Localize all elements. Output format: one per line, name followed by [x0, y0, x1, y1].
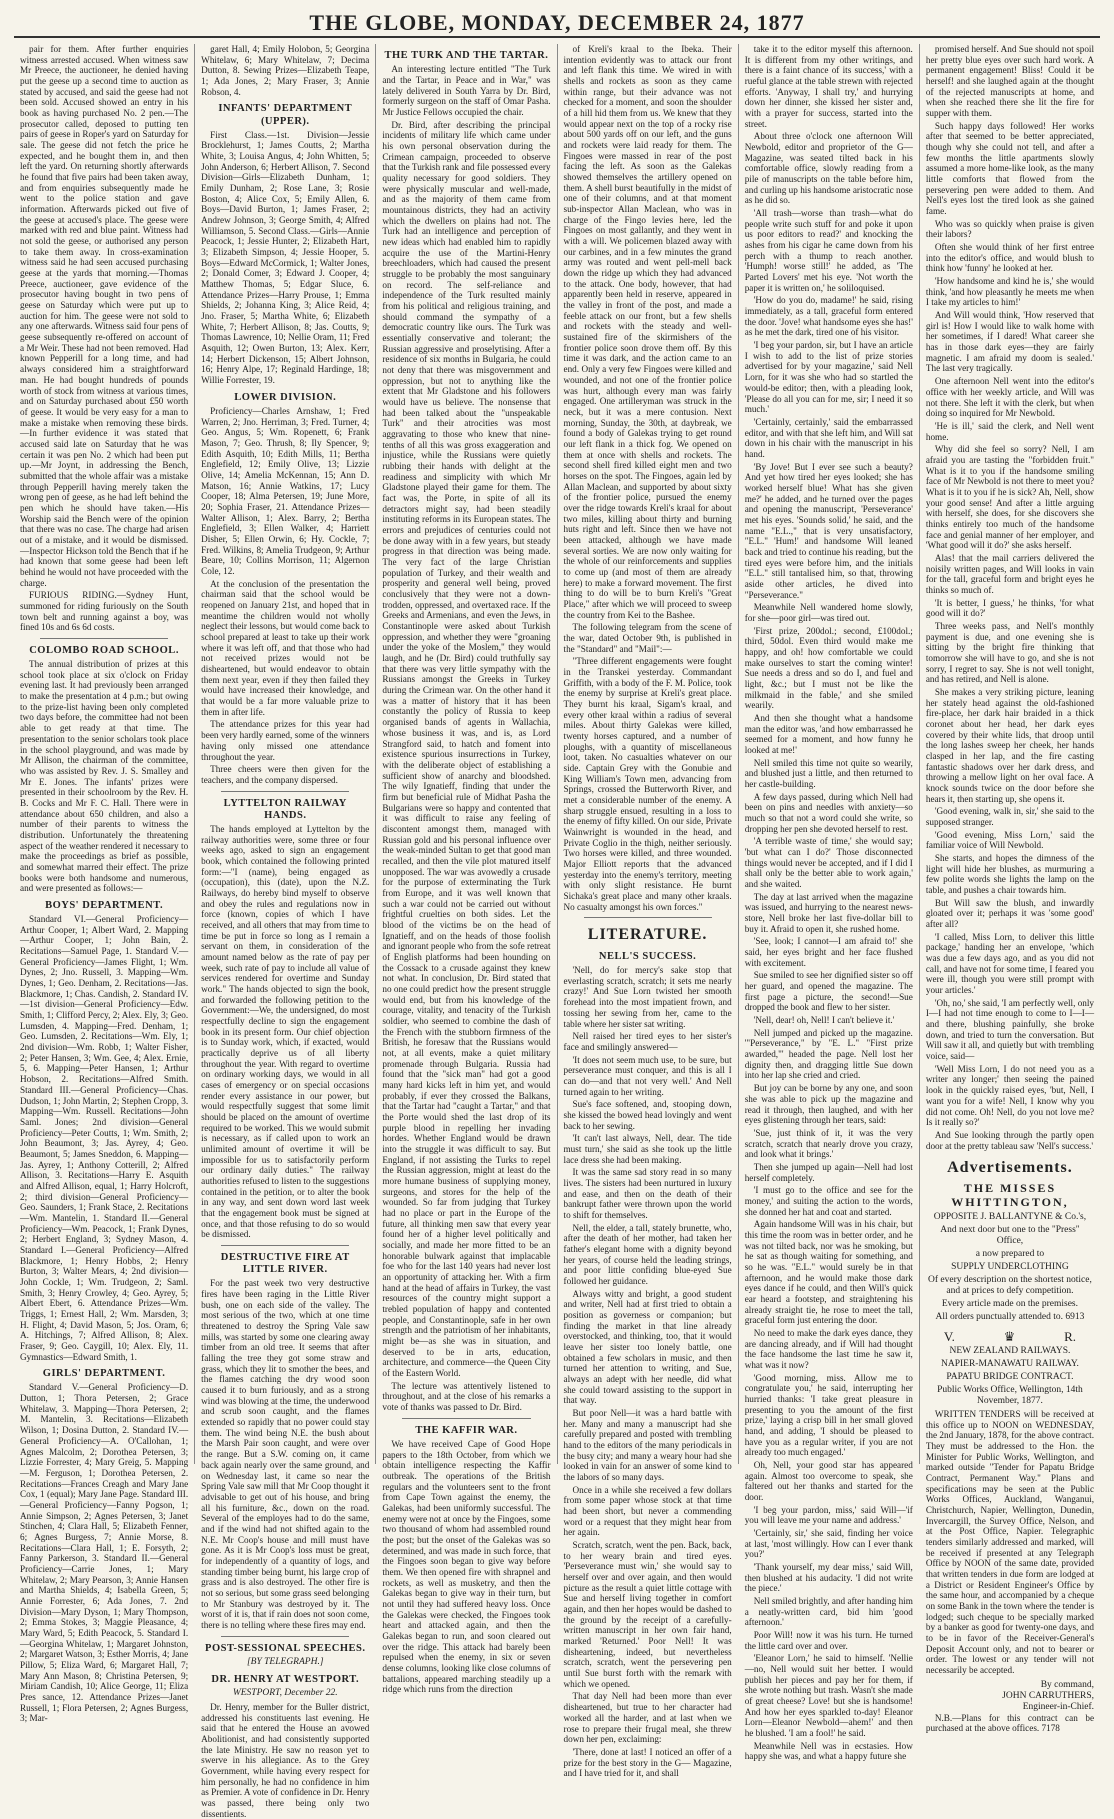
article-text: of Kreli's kraal to the Ibeka. Their intention evidently was to attack our front and left flank this time. We wired in with shells and rockets as soon as they came within range, but their advance was not checked for a moment, and soon the shoulder of a hill hid them from us. We knew that they would appear next on the top of a rocky rise about 500 yards off on our left, and the guns and rockets were laid ready for them. The Fingoes were massed in rear of the post facing the left. As soon as the Galekas showed themselves the artillery opened on them. A shell burst beautifully in the midst of one of their columns, and at that moment sub-inspector Allan Maclean, who was in charge of the Fingo levies here, led the Fingoes on most gallantly, and they went in with a will. We policemen blazed away with our carbines, and in a few minutes the grand army was routed and went pell-mell back down the ridge up which they had advanced to the attack. One body, however, that had apparently been held in reserve, appeared in the valley in front of the post, and made a feeble attack on our front, but a few shells and rockets with the steady and well-sustained fire of the skirmishers of the frontier police soon drove them off. By this time it was dark, and the action came to an end. Only a very few Fingoes were killed and wounded, and not one of the frontier police was hurt, although every man was fairly engaged. One artilleryman was struck in the neck, but it was a mere contusion. Next morning, Sunday, the 30th, at daybreak, we found a body of Galekas trying to get round our left flank in a thick fog. We opened on them at once with shells and rockets. The second shell fired killed eight men and two horses on the spot. The Fingoes, again led by Allan Maclean, and supported by about sixty of the frontier police, pursued the enemy over the ridge towards Kreli's kraal for about two miles, killing about thirty and burning huts right and left. Since then we have not been attacked, although we have made several sorties. We are now only waiting for the whole of our reinforcements and supplies to come up (and most of them are already here) to make a forward movement. The first thing to do will be to burn Kreli's "Great Place," after which we will proceed to sweep the country from Kei to the Bashee.: [563, 44, 732, 620]
article-text: But Will saw the blush, and inwardly gloated over it; perhaps it was 'some good' after all?: [925, 897, 1095, 930]
article-text: 'I beg your pardon, sir, but I have an article I wish to add to the list of prize stories advertised for by your magazine,' said Nell Lorn, for it was she who had so startled the would-be editor; then, with a pleading look, 'Please do all you can for me, sir; I need it so much.': [744, 340, 913, 415]
subheading: GIRLS' DEPARTMENT.: [42, 1368, 166, 1380]
ad-line: a now prepared to: [975, 1248, 1045, 1259]
article-text: Nell smiled brightly, and after handing him a neatly-written card, bid him 'good afternoon.': [744, 1596, 913, 1628]
article-text: Three cheers were then given for the teachers, and the company dispersed.: [201, 764, 370, 785]
column-6: [919, 44, 1100, 1734]
article-text: 'By Jove! But I ever see such a beauty? And yet how tired her eyes looked; she has worked herself blue! What has she given me?' he added, and he turned over the pages and opening the manuscript, 'Perseverance' met his eyes. 'Sounds solid,' he said, and the name "E.L.," that is very unsatisfactory, "E.L." 'Hum!' and handsome Will leaned back and tried to continue his reading, but the tired eyes were before him, and the initials "E.L." still tantalised him, so that, throwing aside other articles, he dived into "Perseverance.": [744, 461, 913, 600]
divider: [221, 1636, 349, 1637]
advertisements-heading: Advertisements.: [947, 1159, 1073, 1177]
article-text: Sue smiled to see her dignified sister so off her guard, and opened the magazine. The first page a picture, the second!—Sue dropped the book and flew to her sister.: [744, 970, 913, 1013]
article-text: "Three different engagements were fought in the Transkei yesterday. Commandant Griffith, with a body of the F. M. Police, took the enemy by surprise at Kreli's great place. They burnt his kraal, Sigam's kraal, and every other kraal within a radius of several miles. About thirty Galekas were killed, twenty horses captured, and a number of ploughs, with a quantity of miscellaneous loot, taken. No casualties whatever on our side. Captain Grey with the Gonubie and King William's Town men, advancing from Springs, crossed the Butterworth River, and met a considerable number of the enemy. A sharp struggle ensued, resulting in a loss to the enemy of fifty killed. On our side, Private Wainwright is wounded in the head, and Private Coglio in the thigh, neither seriously. Two horses were killed, and three wounded. Major Elliott reports that the advanced yesterday into the enemy's territory, meeting with only slight resistance. He burnt Sichaka's great place and many other kraals. No casualty amongst his own forces.": [563, 656, 732, 912]
article-text: A few days passed, during which Nell had been on pins and needles with anxiety—so much so that not a word could she write, so dropping her pen she devoted herself to rest.: [744, 791, 913, 834]
article-text: Three weeks pass, and Nell's monthly payment is due, and one evening she is sitting by the bright fire thinking that tomorrow she will have to go, and she is not sorry, I regret to say. She is not well tonight, and has retired, and Nell is alone.: [925, 620, 1095, 685]
article-text: The day at last arrived when the magazine was issued, and hurrying to the nearest news-store, Nell broke her last five-dollar bill to buy it. Afraid to open it, she rushed home.: [744, 891, 913, 934]
article-text: She starts, and hopes the dimness of the light will hide her blushes, as murmuring a few polite words she lights the lamp on the table, and pushes a chair towards him.: [925, 853, 1095, 896]
article-text: No need to make the dark eyes dance, they are dancing already, and if Will had thought the face handsome the last time he saw it, what was it now?: [744, 1327, 913, 1370]
masthead: [14, 6, 1100, 38]
article-text: 'It can't last always, Nell, dear. The tide must turn,' she said as she took up the little lace dress she had been making.: [563, 1133, 732, 1165]
article-text: Proficiency—Charles Arnshaw, 1; Fred Warren, 2; Jno. Herriman, 3; Fred. Turner, 4; Geo. Angus, 5; Wm. Ropenett, 6; Frank Mason, 7; Geo. Thrush, 8; Ily Spencer, 9; Edith Asquith, 10; Edith Mills, 11; Bertha Englefield, 12; Emily Olive, 13; Lizzie Olive, 14; Amelia McKennan, 15; Ann D. Matson, 16; Annie Watkins, 17; Lucy Cooper, 18; Alma Petersen, 19; June More, 20; Sophia Fraser, 21. Attendance Prizes—Walter Allison, 1; Alex. Barry, 2; Bertha Englefield, 3; Ellen Walker, 4; Harriett Disher, 5; Ellen Orwin, 6; Hy. Cockle, 7; Fred. Wilkins, 8; Amelia Trudgeon, 9; Arthur Beare, 10; Collins Morrison, 11; Algernon Cole, 12.: [201, 406, 370, 577]
article-text: And Will would think, 'How reserved that girl is! How I would like to walk home with her sometimes, if I dared! What career she has in those dark eyes—they are fairly magnetic. I am afraid my doom is sealed.' The last very tragically.: [925, 310, 1095, 374]
ad-line: Public Works Office, Wellington, 14th November, 1877.: [937, 1384, 1083, 1406]
article-text: 'Oh, no,' she said, 'I am perfectly well, only I—I had not time enough to come to I—I—and there, blushing painfully, she broke down, and tried to turn the conversation. But Will saw it all, and quietly but with trembling voice, said—: [925, 997, 1095, 1062]
article-text: Often she would think of her first entree into the editor's office, and would blush to think how 'funny' he looked at her.: [925, 242, 1095, 274]
ad-title: THE MISSES WHITTINGTON,: [951, 1180, 1069, 1209]
section-heading: THE TURK AND THE TARTAR.: [384, 50, 549, 61]
article-text: 'All trash—worse than trash—what do people write such stuff for and poke it upon us poor editors to read?' and knocking the ashes from his cigar he came down from his perch with a thump to reach another. 'Humph! worse still!' he added, as 'The Parted Lovers' met his eye. 'Not worth the paper it is written on,' he soliloquised.: [744, 208, 913, 293]
article-text: An interesting lecture entitled "The Turk and the Tartar, in Peace and in War," was lately delivered in South Yarra by Dr. Bird, formerly surgeon on the staff of Omar Pasha. Mr Justice Fellows occupied the chair.: [382, 64, 551, 117]
article-text: Poor Will! now it was his turn. He turned the little card over and over.: [744, 1630, 913, 1651]
article-text: 'Good evening, Miss Lorn,' said the familiar voice of Will Newbold.: [925, 829, 1095, 851]
article-text: 'He is ill,' said the clerk, and Nell went home.: [925, 420, 1095, 442]
ad-title: PAPATU BRIDGE CONTRACT.: [946, 1371, 1074, 1382]
article-text: 'There, done at last! I noticed an offer of a prize for the best story in the G— Magazine, and I have tried for it, and shall: [563, 1746, 732, 1779]
article-text: But poor Nell—it was a hard battle with her. Many and many a manuscript had she carefully prepared and posted with trembling hand to the editors of the many periodicals in the busy city; and many a weary hour had she looked in vain for an answer of some kind to the labors of so many days.: [563, 1408, 732, 1483]
article-text: Why did she feel so sorry? Nell, I am afraid you are tasting the "forbidden fruit." What is it to you if the handsome smiling face of Mr Newbold is not there to meet you? What is it to you if he is sick? Ah, Nell, show your good sense! And after a little arguing with herself, she does, for she discovers she thinks entirely too much of the handsome face and genial manner of her employer, and 'What good will it do?' she asks herself.: [925, 444, 1095, 551]
article-text: The attendance prizes for this year had been very hardly earned, some of the winners having only missed one attendance throughout the year.: [201, 719, 370, 762]
article-text: The hands employed at Lyttelton by the railway authorities were, some three or four weeks ago, asked to sign an engagement book, which contained the following printed form:—"I (name), being engaged as (occupation), this (date), upon the N.Z. Railways, do hereby bind myself to observe and obey the rules and regulations now in force (known, copies of which I have received, and all others that may from time to time be put in force so long as I remain a servant on them, in consideration of the amount named below as the rate of pay per week, such rate of pay to include all value of services rendered for overtime and Sunday work." The hands objected to sign the book, and forwarded the following petition to the Government:—We, the undersigned, do most respectfully decline to sign the engagement book in its present form. Our chief objection is to Sunday work, which, if exacted, would practically deprive us of all liberty throughout the year. With regard to overtime on ordinary working days, we would in all cases of emergency or on special occasions render every assistance in our power, but would respectfully suggest that some limit should be placed on the amount of overtime required to be worked. This we would submit is necessary, as if called upon to work an unlimited amount of overtime it will be impossible for us to satisfactorily perform our ordinary daily duties." The railway authorities refused to listen to the suggestions contained in the petition, or to alter the book in any way, and sent down word last week that the engagement book must be signed at once, and that those refusing to do so would be dismissed.: [201, 823, 370, 1240]
article-text: 'See, look; I cannot—I am afraid to!' she said, her eyes bright and her face flushed with excitement.: [744, 936, 913, 968]
divider: [40, 638, 168, 639]
article-text: 'A terrible waste of time,' she would say; 'but what can I do?' Those disconnected things would never be accepted, and if I did I shall only be the better able to work again,' and she waited.: [744, 836, 913, 890]
subheading: DR. HENRY AT WESTPORT.: [211, 1673, 360, 1685]
advertisement-railways: [926, 1346, 1094, 1407]
article-text: 'Certainly, certainly,' said the embarrassed editor, and with that she left him, and Will sat down in his chair with the manuscript in his hand.: [744, 416, 913, 459]
article-text: Nell raised her tired eyes to her sister's face and smilingly answered—: [563, 1031, 732, 1052]
article-text: 'Thank yourself, my dear miss,' said Will, then blushed at his audacity. 'I did not write the piece.': [744, 1562, 913, 1594]
divider: [402, 1418, 530, 1419]
article-text: Standard VI.—General Proficiency—Arthur Cooper, 1; Albert Ward, 2. Mapping—Arthur Cooper, 1; John Bain, 2. Recitations—Samuel Page, 1. Standard V.—General Proficiency—James Flight, 1; Wm. Dynes, 2; Jno. Russell, 3. Mapping—Wm. Dynes, 1; Geo. Denham, 2. Recitations—Jas. Blackmore, 1; Chas. Candish, 2. Standard IV.—1st division—General Proficiency—Edw. Smith, 1; Clifford Percy, 2; Alex. Ely, 3; Geo. Lumsden, 4. Mapping—Fred. Denham, 1; Geo. Lumsden, 2. Recitations—Wm. Ely, 1; 2nd division—Wm. Robb, 1; Walter Fisher, 2; Peter Hansen, 3; Wm. Gee, 4; Alex. Ernie, 5, 6. Mapping—Peter Hansen, 1; Arthur Hobson, 2. Recitations—Alfred Smith. Standard III.—General Proficiency—Chas. Dudson, 1; John Martin, 2; Stephen Cropp, 3. Mapping—Wm. Russell. Recitations—John Saml. Jones; 2nd division—General Proficiency—Peter Coutts, 1; Wm. Smith, 2; John Beaumont, 3; Jas. Ayrey, 4; Geo. Beaumont, 5; James Sneddon, 6. Mapping—Jas. Ayrey, 1; Anthony Cotterill, 2; Alfred Allison, 3. Recitations—Harry E. Asquith and Alfred Allison, equal, 1; Harry Holcroft, 2; third division—General Proficiency—Geo. Saunders, 1; Frank Stace, 2. Recitations—Wm. Mantelin, 1. Standard II.—General Proficiency—Wm. Peacock, 1; Frank Dynes, 2; Herbert England, 3; Sydney Mason, 4. Standard I.—General Proficiency—Alfred Blackmore, 1; Henry Hobbs, 2; Henry Burton, 3; Walter Mears, 4; 2nd division—John Cockle, 1; Wm. Trudgeon, 2; Saml. Smith, 3; Henry Crowley, 4; Geo. Ayrey, 5; Albert Ebert, 6. Attendance Prizes—Wm. Triggs, 1; Ernest Hall, 2; Wm. Marsden, 3; H. Flight, 4; David Mason, 5; Jos. Oram, 6; A. Hitchings, 7; Alfred Allison, 8; Alex. Fraser, 9; Geo. Caygill, 10; Alex. Ely, 11. Gymnastics—Edward Smith, 1.: [20, 914, 189, 1362]
article-text: 'Eleanor Lorn,' he said to himself. 'Nellie—no, Nell would suit her better. I would publish her pieces and pay her for them, if she wrote nothing but trash. Wasn't she made of great cheese? Love! but she is handsome! And how her eyes sparkled to-day! Eleanor Lorn—Eleanor Newbold—ahem!' and then he blushed. 'I am a fool!' he said.: [744, 1653, 913, 1739]
article-text: It was the same sad story read in so many lives. The sisters had been nurtured in luxury and ease, and then on the death of their bankrupt father were thrown upon the world to shift for themselves.: [563, 1167, 732, 1220]
article-text: And then she thought what a handsome man the editor was, 'and how embarrassed he seemed for a moment, and how funny he looked at me!': [744, 712, 913, 755]
article-text: And Sue looking through the partly open door at the pretty tableau saw 'Nell's success.': [925, 1129, 1095, 1151]
section-heading: THE KAFFIR WAR.: [415, 1424, 518, 1436]
article-text: pair for them. After further enquiries witness arrested accused. When witness saw Mr Preece, the auctioneer, he denied having put the geese up a second time to auction as stated by accused, and said the geese had not been sold. Accused showed an entry in his book as having purchased No. 2 pen.—The prosecutor called, deposed to putting ten pairs of geese in Roper's yard on Saturday for sale. The geese did not fetch the price he expected, and he bought them in, and then left the yard. On returning shortly afterwards he found that five pairs had been taken away, and from enquiries subsequently made he went to the police station and gave information. Afterwards picked out five of the geese at accused's place. The geese were marked with red and blue paint. Witness had not sold the geese, or authorised any person to take them away. In cross-examination witness said he had seen accused purchasing geese at the yards that morning.—Thomas Preece, auctioneer, gave evidence of the prosecutor having bought in two pens of geese on Saturday which were put up to auction for him. The geese were not sold to any one afterwards. Witness said four pens of geese subsequently re-offered on account of a Mr Weir. These had not been removed. Had known Pepperill for a long time, and had always considered him a straightforward man. He had bought hundreds of pounds worth of stock from witness at various times, and on Saturday purchased about £50 worth of geese. It would be very easy for a man to make a mistake when removing these birds.—In further evidence it was stated that accused said late on Saturday that he was certain it was pen No. 2 which had been put up.—Mr Joynt, in addressing the Bench, submitted that the whole affair was a mistake through Pepperill having merely taken the wrong pen of geese, as he had left behind the pen which he should have taken.—His Worship said the Bench were of the opinion that there was no case. The charge had arisen out of a mistake, and it would be dismissed.—Inspector Hickson told the Bench that if he had known that some geese had been left behind he would not have proceeded with the charge.: [20, 44, 189, 588]
article-text: 'I beg your pardon, miss,' said Will—'if you will leave me your name and address.': [744, 1504, 913, 1526]
article-text: 'I called, Miss Lorn, to deliver this little package,' handing her an envelope, 'which was due a few days ago, and as you did not call, and have not for some time, I feared you were ill, though you were still prompt with your articles.': [925, 931, 1095, 996]
ad-title: NAPIER-MANAWATU RAILWAY.: [941, 1358, 1079, 1369]
royal-crest: [926, 1329, 1094, 1344]
column-4: [557, 44, 738, 1779]
page-title: THE GLOBE, MONDAY, DECEMBER 24, 1877: [309, 10, 805, 35]
article-text: Standard V.—General Proficiency—D. Dutton, 1; Thora Petersen, 2; Grace Whitelaw, 3. Mapping—Thora Petersen, 2; M. Mantelin, 3. Recitations—Elizabeth Wilson, 1; Dosina Dutton, 2. Standard IV.—General Proficiency—A. O'Callohan, 1; Agnes Malcolm, 2; Dorothea Petersen, 3; Lizzie Forrester, 4; Mary Greig, 5. Mapping—M. Ferguson, 1; Dorothea Petersen, 2. Recitations—Frances Creagh and Mary Jane Cox, 1 (equal); Mary Jane Page. Standard III.—General Proficiency—Fanny Pogson, 1; Annie Simpson, 2; Agnes Petersen, 3; Janet Stinchen, 4; Clara Hall, 5; Elizabeth Fenner, 6; Agnes Burgess, 7; Annie Morse, 8. Recitations—Clara Hall, 1; E. Forsyth, 2; Fanny Parkerson, 3. Standard II.—General Proficiency—Carrie Jones, 1; Mary Whitelaw, 2; Mary Pearson, 3; Annie Hansen and Martha Shields, 4; Isabella Green, 5; Annie Forrester, 6; Ada Jones, 7. 2nd Division—Mary Dyson, 1; Mary Thompson, 2; Emma Stokes, 3; Maggie Pleasance, 4; Mary Ward, 5; Edith Peacock, 5. Standard I.—Georgina Whitelaw, 1; Margaret Johnston, 2; Margaret Watson, 3; Esther Morris, 4; Jane Pillow, 5; Eliza Ward, 6; Margaret Hall, 7; Mary Ann Mason, 8; Christina Petersen, 9; Miriam Candish, 10; Alice George, 11; Eliza Pres sance, 12. Attendance Prizes—Janet Russell, 1; Flora Petersen, 2; Agnes Burgess, 3; Mar-: [20, 1382, 189, 1724]
article-text: Who was so quickly when praise is given their labors?: [925, 218, 1095, 240]
article-text: 'First prize, 200dol.; second, £100dol.; third, 50dol. Even third would make me happy, and oh! how comfortable we could make ourselves to start the coming winter! Sue needs a dress and so do I, and fuel and light, &c.; but I must not be like the milkmaid in the fable,' and she smiled wearily.: [744, 625, 913, 711]
section-heading: DESTRUCTIVE FIRE AT LITTLE RIVER.: [220, 1252, 350, 1276]
section-heading: COLOMBO ROAD SCHOOL.: [29, 644, 179, 656]
article-text: 'Nell, do for mercy's sake stop that everlasting scratch, scratch; it sets me nearly crazy!' And Sue Lorn twisted her smooth forehead into the most impatient frown, and tossing her sewing from her, came to the table where her sister sat writing.: [563, 965, 732, 1029]
advertisement-whittington: [926, 1182, 1094, 1323]
article-text: The following telegram from the scene of the war, dated October 9th, is published in the "Standard" and "Mail":—: [563, 622, 732, 654]
article-text: 'Certainly, sir,' she said, finding her voice at last, 'most willingly. How can I ever thank you?': [744, 1528, 913, 1560]
ad-line: OPPOSITE J. BALLANTYNE & Co.'s,: [933, 1211, 1087, 1222]
article-text: First Class.—1st. Division—Jessie Brocklehurst, 1; James Coutts, 2; Martha White, 3; Louisa Angus, 4; John Whitten, 5; John Anderson, 6; Herbert Allison, 7. Second Division—Girls—Elizabeth Dunham, 1; Emily Dunham, 2; Rose Lane, 3; Rosie Boston, 4; Alice Cox, 5; Emily Allen, 6. Boys—David Burton, 1; James Fraser, 2; Andrew Johnson, 3; George Smith, 4; Alfred Williamson, 5. Second Class.—Girls—Annie Peacock, 1; Jessie Hunter, 2; Elizabeth Hart, 3; Elizabeth Simpson, 4; Jessie Hooper, 5. Boys—Edward McCormick, 1; Walter Jones, 2; Donald Comer, 3; Edward J. Cooper, 4; Matthew Thomas, 5; Edgar Sluce, 6. Attendance Prizes—Harry Prouse, 1; Emma Shields, 2; Johanna King, 3; Alice Reid, 4; Jno. Fraser, 5; Martha White, 6; Elizabeth White, 7; Herbert Allison, 8; Jas. Coutts, 9; Thomas Lawrence, 10; Nellie Oram, 11; Fred Asquith, 12; Owen Burton, 13; Alex. Kerr, 14; Herbert Dickenson, 15; Albert Johnson, 16; Henry Alpe, 17; Reginald Hardinge, 18; Willie Forrester, 19.: [201, 129, 370, 386]
subheading: LOWER DIVISION.: [234, 391, 337, 403]
ad-title: NEW ZEALAND RAILWAYS.: [949, 1345, 1071, 1356]
article-text: Alas! that the mail carriers delivered the noisily written pages, and Will looks in vain for the tall, graceful form and bright eyes he thinks so much of.: [925, 552, 1095, 595]
article-text: promised herself. And Sue should not spoil her pretty blue eyes over such hard work. A permanent engagement! Bliss! Could it be herself! and she laughed again at the thought of the rejected manuscripts at home, and when she reached there she lit the fire for supper with them.: [925, 44, 1095, 119]
column-2: [194, 44, 375, 1819]
ad-line: JOHN CARRUTHERS,: [1002, 1690, 1095, 1701]
article-text: Once in a while she received a few dollars from some paper whose stock at that time had been short, but never a commending word or a request that they might hear from her again.: [563, 1484, 732, 1538]
subheading: INFANTS' DEPARTMENT (UPPER).: [218, 103, 353, 127]
crown-icon: ♛: [1003, 1328, 1016, 1344]
article-text: Then she jumped up again—Nell had lost herself completely.: [744, 1161, 913, 1183]
ad-line: Every article made on the premises.: [941, 1298, 1078, 1309]
article-text: At the conclusion of the presentation the chairman said that the school would be reopened on January 21st, and hoped that in meantime the children would not wholly neglect their lessons, but would come back to school prepared at least to take up their work where it was left off, and that those who had not received prizes would not be disheartened, but would endeavor to obtain them next year, even if they then failed they would have increased their knowledge, and that would be a far more valuable prize to them in after life.: [201, 578, 370, 717]
article-text: But joy can be borne by any one, and soon she was able to pick up the magazine and read it through, then laughed, and with her eyes glistening through her tears, said:: [744, 1083, 913, 1126]
article-text: For the past week two very destructive fires have been raging in the Little River bush, one on each side of the valley. The most serious of the two, which at one time threatened to destroy the Spring Vale saw mills, was started by some one clearing away timber from an old tree. It seems that after falling the tree they got some straw and grass, which they lit to smother the bees, and the flames catching the dry wood soon caused it to burn furiously, and as a strong wind was blowing at the time, the underwood and scrub soon caught, and the flames extended so rapidly that no power could stay them. The wind being N.E. the bush about the Marsh Pair soon caught, and were over the range. But a S.W. coming on, it came back again nearly over the same ground, and on Wednesday last, it came so near the Spring Vale saw mill that Mr Coop thought it advisable to get out of his house, and bring all his furniture, &c., down on the road. Several of the employes had to do the same, and if the wind had not shifted again to the N.E. Mr Coop's house and mill must have gone. As it is Mr Coop's loss must be great, for independently of a quantity of logs, and standing timber being burnt, his large crop of grass and is also destroyed. The other fire is not so serious, but some grass seed belonging to Mr Stanbury was destroyed by it. The worst of it is, that if rain does not soon come, there is no telling where these fires may end.: [201, 1278, 370, 1630]
article-text: Meanwhile Nell was in ecstasies. How happy she was, and what a happy future she: [744, 1740, 913, 1762]
ad-line: All orders punctually attended to. 6913: [935, 1311, 1085, 1322]
ad-line: And next door but one to the "Press" Office,: [940, 1224, 1080, 1246]
article-text: 'Sue, just think of it, it was the very scratch, scratch that nearly drove you crazy, and look what it brings.': [744, 1127, 913, 1160]
subheading: NELL'S SUCCESS.: [598, 950, 697, 962]
column-5: [738, 44, 919, 1762]
crest-letters: [926, 1329, 1094, 1344]
article-text: 'Good evening, walk in, sir,' she said to the supposed stranger.: [925, 806, 1095, 828]
article-text: Nell, the elder, a tall, stately brunette, who, after the death of her mother, had taken her father's elegant home with a dignity beyond her years, of course held the leading strings, and poor little confiding blue-eyed Sue followed her guidance.: [563, 1222, 732, 1286]
article-text: Dr. Henry, member for the Buller district, addressed his constituents last evening. He said that he entered the House an avowed Abolitionist, and had consistently supported the late Ministry. He saw no reason yet to swerve in his allegiance. As to the Grey Government, while having every respect for him personally, he had no confidence in him as Premier. A vote of confidence in Dr. Henry was passed, there being only two dissentients.: [201, 1701, 370, 1819]
article-text: She makes a very striking picture, leaning her stately head against the old-fashioned fire-place, her dark hair braided in a thick coronet about her head, her dark eyes covered by their white lids, that droop until the long lashes sweep her cheek, her hands clasped in her lap, and the fire casting fantastic shadows over her dark dress, and throwing a mellow light on her oval face. A knock sounds twice on the door before she hears it, then starting up, she opens it.: [925, 686, 1095, 804]
section-heading: LITERATURE.: [587, 926, 708, 944]
article-text: We have received Cape of Good Hope papers to the 18th October, from which we obtain intelligence respecting the Kaffir outbreak. The operations of the British regulars and the volunteers sent to the front from Cape Town against the enemy, the Galekas, had been uniformly successful. The enemy were not at once by the Fingoes, some two thousand of whom had assembled round the post; but the onset of the Galekas was so determined, and was made in such force, that the Fingoes soon began to give way before them. We then opened fire with shrapnel and rockets, as well as musketry, and then the Galekas began to give way in their turn, but not until they had suffered heavy loss. Once the Galekas were checked, the Fingoes took heart and attacked again, and then the Galekas began to run, and soon cleared out over the ridge. This attack had barely been repulsed when the enemy, in six or seven dense columns, looking like close columns of battalions, appeared marching steadily up a ridge which runs from the direction: [382, 1439, 551, 1695]
crest-r: R.: [1064, 1328, 1077, 1344]
ad-line: SUPPLY UNDERCLOTHING: [951, 1261, 1069, 1272]
article-text: The lecture was attentively listened to throughout, and at the close of his remarks a vote of thanks was passed to Dr. Bird.: [382, 1380, 551, 1413]
column-1: [14, 44, 194, 1724]
article-text: 'How handsome and kind he is,' she would think, 'and how pleasantly he meets me when I take my articles to him!': [925, 276, 1095, 308]
dateline: WESTPORT, December 22.: [232, 1687, 338, 1698]
article-text: Sue's face softened, and, stooping down, she kissed the bowed head lovingly and went back to her sewing.: [563, 1099, 732, 1131]
article-text: One afternoon Nell went into the editor's office with her weekly article, and Will was not there. She left it with the clerk, but when doing so inquired for Mr Newbold.: [925, 376, 1095, 419]
article-text: That day Nell had been more than ever disheartened, but true to her character had worked all the harder, and at last when we rose to prepare their frugal meal, she threw down her pen, exclaiming:: [563, 1691, 732, 1745]
article-text: Scratch, scratch, went the pen. Back, back, to her weary brain and tired eyes. 'Perseverance must win,' she would say to herself over and over again, and then would picture as the result a quiet little cottage with Sue and herself living together in comfort again, and then her hopes would be dashed to the ground by the receipt of a carefully-written manuscript in her own fair hand, marked 'Returned.' Poor Nell! It was disheartening, indeed, but nevertheless scratch, scratch, went the persevering pen until Sue burst forth with the remark with which we opened.: [563, 1540, 732, 1689]
subheading: BOYS' DEPARTMENT.: [45, 899, 164, 911]
article-text: 'It does not seem much use, to be sure, but perseverance must conquer, and this is all I can do—and that not very well.' And Nell turned again to her writing.: [563, 1054, 732, 1097]
article-text: take it to the editor myself this afternoon. It is different from my other writings, and there is a faint chance of its success,' with a rueful glance at the table strewn with rejected efforts. 'Anyway, I shall try,' and hurrying down her dinner, she kissed her sister and, with a prayer for success, started into the street.: [744, 44, 913, 129]
article-text: 'Nell, dear! oh, Nell! I can't believe it.': [753, 1015, 895, 1026]
ad-line: Of every description on the shortest notice, and at prices to defy competition.: [928, 1274, 1092, 1296]
columns: [14, 44, 1100, 1819]
article-text: Nell jumped and picked up the magazine. '"Perseverance," by "E. L." "First prize awarded,"' headed the page. Nell lost her dignity then, and dragging little Sue down into her lap she cried and cried.: [744, 1027, 913, 1081]
ad-line: Engineer-in-Chief.: [1022, 1701, 1095, 1712]
article-text: About three o'clock one afternoon Will Newbold, editor and proprietor of the G— Magazine, was seated tilted back in his comfortable office, slowly reading from a pile of manuscripts on the table before him, and curling up his handsome aristocratic nose as he did so.: [744, 131, 913, 206]
section-heading: POST-SESSIONAL SPEECHES.: [205, 1642, 366, 1654]
article-text: Again handsome Will was in his chair, but this time the room was in better order, and he was not tilted back, nor was he smoking, but he sat as though waiting for something, and so he was. "E.L." would surely be in that afternoon, and he would make those dark eyes dance if he could, and then Will's quick ear heard a footstep, and straightening his already straight tie, he rose to meet the tall, graceful form just entering the door.: [744, 1219, 913, 1326]
article-text: Dr. Bird, after describing the principal incidents of military life which came under his own personal observation during the Crimean campaign, proceeded to observe that the Turkish rank and file possessed every quality necessary for good soldiers. They were physically muscular and well-made, and as the majority of them came from mountainous districts, they had an activity which the dwellers on plains had not. The Turk had an intelligence and perception of new ideas which had enabled him to rapidly acquire the use of the Martini-Henry breechloaders, which had caused the present struggle to be probably the most sanguinary on record. The self-reliance and independence of the Turk resulted mainly from his political and religious training, and should command the sympathy of a democratic country like ours. The Turk was essentially conservative and tolerant; the Russian aggressive and proselytising. After a residence of six months in Bulgaria, he could not deny that there was misgovernment and oppression, but not to anything like the extent that Mr Gladstone and his followers would have us believe. The nonsense that had been talked about the "unspeakable Turk" and their atrocities was most aggravating to those who knew that nine-tenths of all this was gross exaggeration and injustice, while the Russians were quietly rubbing their hands with delight at the readiness and simplicity with which Mr Gladstone played their game for them. The fact was, the Porte, in spite of all its detractors might say, had been steadily instituting reforms in its European states. The errors and prejudices of centuries could not be done away with in a few years, but steady progress in that direction was being made. The very fact of the large Christian population of Turkey, and their wealth and prosperity and general well being, proved conclusively that they were not a down-trodden, oppressed, and overtaxed race. If the Greeks and Armenians, and even the Jews, in Constantinople were asked about Turkish oppression, and whether they were "groaning under the yoke of the Moslem," they would laugh, and he (Dr. Bird) could truthfully say that there was very little sympathy with the Russians amongst the Greeks in Turkey during the Crimean war. On the other hand it was a matter of history that it has been constantly the policy of Russia to keep organised bands of agents in Wallachia, whose business it was, and is, as Lord Strangford said, to hatch and foment into existence spurious insurrections in Turkey, with the deliberate object of establishing a sufficient show of anarchy and bloodshed. The wily Ignatieff, finding that under the firm but beneficial rule of Midhat Pasha the Bulgarians were so happy and contented that it was difficult to raise any feeling of discontent amongst them, managed with Russian gold and his personal influence over the weak-minded Sultan to get that good man recalled, and then the vile plot matured itself unopposed. The war was avowedly a crusade for the purpose of exterminating the Turk from Europe, and it was well known that such a war could not be carried out without frightful cruelties on both sides. Let the blood of the victims be on the head of Ignatieff, and on the heads of those foolish and ignorant people who from the sofe retreat of English platforms had been hounding on the Cossack to a crusade against they knew not what. In conclusion, Dr. Bird stated that no one could predict how the present struggle would end, but from his knowledge of the courage, vitality, and tenacity of the Turkish soldier, who seemed to combine the dash of the French with the stubborn firmness of the British, he foresaw that the Russians would not, at all events, make a quiet military promenade through Bulgaria. Russia had found that the "sick man" had got a good many hard kicks left in him yet, and would probably, if ever they crossed the Balkans, that the Tartar had "caught a Tartar," and that the Porte would shed the last drop of its purple blood in repelling her invading hordes. Whether England would be drawn into the struggle it was difficult to say. But England, if not assisting the Turks to repel the Russian aggression, might at least do the more humane business of supplying money, surgeons, and stores for the help of the wounded. So far from judging that Turkey had no place or part in the Europe of the future, all thinking men saw that every year found her of a higher level politically and socially, and made her more fitted to be an honorable bulwark against that implacable foe who for the last 140 years had never lost an opportunity of attacking her. With a firm hand at the head of affairs in Turkey, the vast resources of the country might support a trebled population of happy and contented people, and Constantinople, safe in her own strength and the patriotism of her inhabitants, might be—as she was in situation, and deserved to be in arts, education, architecture, and commerce—the Queen City of the Eastern World.: [382, 119, 551, 1379]
divider: [221, 791, 349, 792]
article-text: Such happy days followed! Her works after that seemed to be better appreciated, though why she could not tell, and after a few months the little apartments slowly assumed a more home-like look, as the many little comforts that flowed from the persevering pen were added to them. And Nell's eyes lost the tired look as she gained fame.: [925, 120, 1095, 217]
article-text: Oh, Nell, your good star has appeared again. Almost too overcome to speak, she faltered out her thanks and started for the door.: [744, 1460, 913, 1503]
subheading: [BY TELEGRAPH.]: [246, 1656, 324, 1667]
divider: [221, 1245, 349, 1246]
divider: [584, 917, 712, 918]
column-3: [375, 44, 556, 1695]
article-text: 'Well Miss Lorn, I do not need you as a writer any longer;' then seeing the pained look in the quickly raised eyes, 'but, Nell, I want you for a wife! Nell, I know why you did not come. Oh! Nell, do you not love me? Is it really so?': [925, 1063, 1095, 1128]
article-text: The annual distribution of prizes at this school took place at six o'clock on Friday evening last. It had previously been arranged to make the presentation at 4 p.m.; but owing to the prize-list having been only completed two days before, the committee had not been able to get ready at that time. The presentation to the senior scholars took place in the school playground, and was made by Mr Allison, the chairman of the committee, who was assisted by Rev. J. S. Smalley and Mr E. Jones. The infants' prizes were presented in their schoolroom by the Rev. H. B. Cocks and Mr F. C. Hall. There were in attendance about 650 children, and also a number of their parents to witness the distribution. Unfortunately the threatening aspect of the weather rendered it necessary to make the proceedings as brief as possible, and somewhat marred their effect. The prize books were both handsome and numerous, and were presented as follows:—: [20, 659, 189, 894]
article-text: 'Good morning, miss. Allow me to congratulate you,' he said, interrupting her hurried thanks: 'I take great pleasure in presenting to you the amount of the first prize,' laying a crisp bill in her small gloved hand, and adding, 'I should be pleased to have you as a regular writer, if you are not already too much engaged.': [744, 1372, 913, 1458]
article-text: Meanwhile Nell wandered home slowly, for she—poor girl—was tired out.: [744, 602, 913, 623]
article-text: 'It is better, I guess,' he thinks, 'for what good will it do?': [925, 597, 1095, 619]
article-text: Always witty and bright, a good student and writer, Nell had at first tried to obtain a position as governess or companion; but finding the market in that line already overstocked, and thinking, too, that it would leave her sister too lonely battle, one obtained a few scholars in music, and then turned her attention to writing, and Sue, always an adept with her needle, did what she could toward assisting to the support in that way.: [563, 1288, 732, 1406]
article-text: 'I must go to the office and see for the money,' and suiting the action to the words, she donned her hat and coat and started.: [744, 1185, 913, 1217]
article-text: FURIOUS RIDING.—Sydney Hunt, summoned for riding furiously on the South town belt and running against a boy, was fined 10s and 6s 6d costs.: [20, 590, 189, 633]
article-text: 'How do you do, madame!' he said, rising immediately, as a tall, graceful form entered the door. 'Jove! what handsome eyes she has!' as he met the dark, tired one of his visitor.: [744, 295, 913, 338]
article-text: WRITTEN TENDERS will be received at this office up to NOON on WEDNESDAY, the 2nd January, 1878, for the above contract. They must be addressed to the Hon. the Minister for Public Works, Wellington, and marked outside "Tender for Papatu Bridge Contract, Permanent Way." Plans and specifications may be seen at the Public Works Offices, Auckland, Wanganui, Christchurch, Napier, Wellington, Dunedin, Invercargill, the Survey Office, Nelson, and at the Post Office, Napier. Telegraphic tenders similarly addressed and marked, will be received if presented at any Telegraph Office by NOON of the same date, provided that written tenders in due form are lodged at a District or Resident Engineer's Office by the same hour, and accompanied by a cheque on some Bank in the town where the tender is lodged; such cheque to be specially marked by a banker as good for twenty-one days, and to be in favor of the Receiver-General's Deposit Account only, and not to bearer or order. The lowest or any tender will not necessarily be accepted.: [925, 1408, 1095, 1675]
article-text: Nell smiled this time not quite so wearily, and blushed just a little, and then returned to her castle-building.: [744, 757, 913, 790]
article-text: garet Hall, 4; Emily Holobon, 5; Georgina Whitelaw, 6; Mary Whitelaw, 7; Decima Dutton, 8. Sewing Prizes—Elizabeth Teape, 1; Ada Jones, 2; Mary Fraser, 3; Annie Robson, 4.: [201, 44, 370, 97]
article-text: N.B.—Plans for this contract can be purchased at the above offices. 7178: [925, 1712, 1095, 1734]
ad-line: By command,: [1040, 1679, 1095, 1690]
crest-v: V.: [943, 1328, 955, 1344]
section-heading: LYTTELTON RAILWAY HANDS.: [223, 797, 347, 821]
ad-signature: [926, 1680, 1094, 1713]
